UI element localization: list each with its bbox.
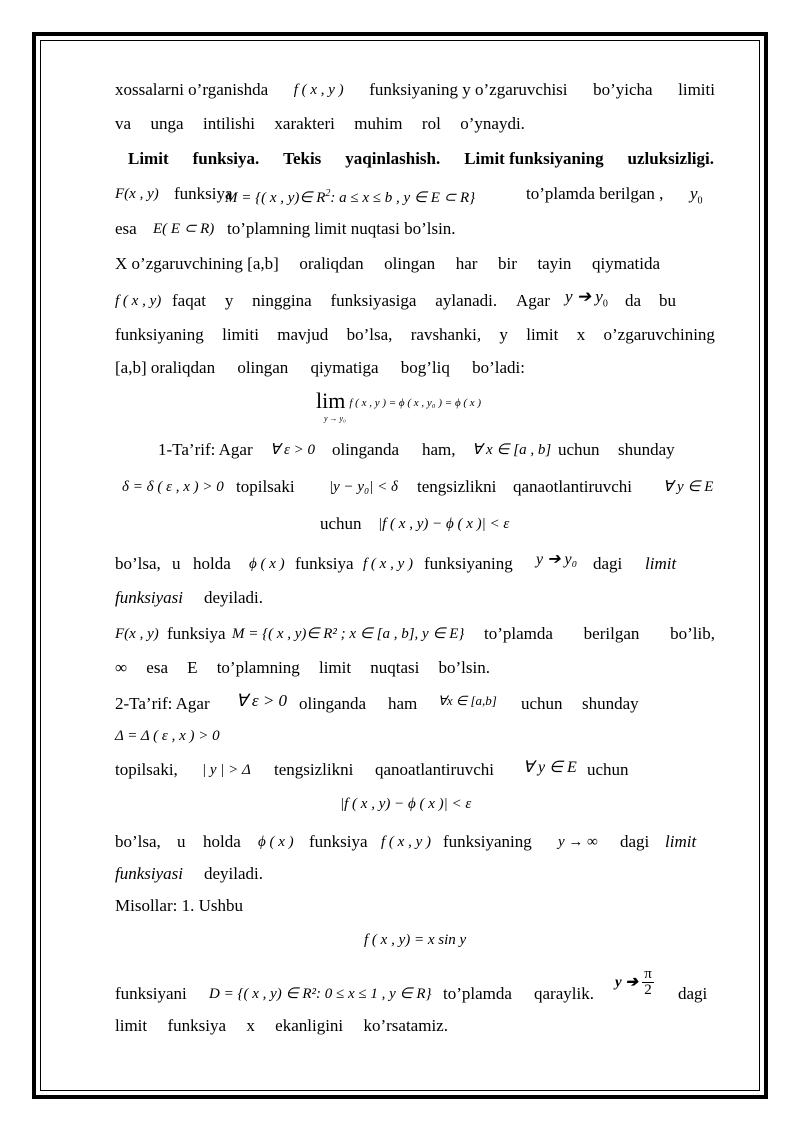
word: funksiya <box>309 832 368 851</box>
word: dagi <box>620 832 650 851</box>
word: ko’rsatamiz. <box>363 1016 448 1035</box>
word: tayin <box>537 254 572 273</box>
word: y <box>499 325 508 344</box>
word: olinganda <box>299 694 367 713</box>
math-phi: ϕ ( x ) <box>258 834 294 850</box>
word: uchun <box>521 694 563 713</box>
word: limit <box>318 658 352 677</box>
section-heading <box>128 146 714 172</box>
text-line-last-2 <box>115 1013 448 1039</box>
text-line-1 <box>115 77 715 103</box>
word: topilsaki, <box>115 760 178 779</box>
math-infinity: ∞ <box>115 658 128 677</box>
word: intilishi <box>203 114 255 133</box>
math-sub: 0 <box>602 298 608 310</box>
word: oraliqdan <box>299 254 364 273</box>
word: x <box>246 1016 255 1035</box>
text: to’plamning limit nuqtasi bo’lsin. <box>227 219 456 238</box>
math-part: M = {( x , y)∈ R <box>225 190 326 206</box>
math-example-formula: f ( x , y) = x sin y <box>364 932 467 948</box>
word: olingan <box>237 358 289 377</box>
text-line-8 <box>115 322 715 348</box>
word: uchun <box>320 514 362 533</box>
math-lim: lim <box>316 388 346 413</box>
text-line-last-1 <box>115 966 715 1007</box>
word: bir <box>497 254 517 273</box>
definition-1-line-5 <box>115 585 715 611</box>
word: holda <box>203 832 241 851</box>
word: bo’lsin. <box>438 658 490 677</box>
math-part: y ➔ <box>615 974 638 991</box>
text-line-2 <box>115 111 525 137</box>
math-f-xy: f ( x , y ) <box>381 834 431 850</box>
definition-2-line-1 <box>115 691 715 717</box>
word: funksiyani <box>115 984 187 1003</box>
word: mavjud <box>277 325 329 344</box>
heading-word: yaqinlashish. <box>345 149 441 168</box>
math-delta: δ = δ ( ε , x ) > 0 <box>122 479 224 495</box>
word: bo’lsa, <box>346 325 393 344</box>
word: funksiyasi <box>115 588 183 607</box>
word: deyiladi. <box>204 864 264 883</box>
word: to’plamda <box>443 984 512 1003</box>
word: qiymatida <box>592 254 660 273</box>
word: limit <box>645 554 677 573</box>
text-line-4 <box>115 181 715 207</box>
word: to’plamning <box>216 658 300 677</box>
math-abs-y-Delta: | y | > Δ <box>202 762 251 778</box>
word: funksiya <box>174 184 233 203</box>
word: ravshanki, <box>410 325 482 344</box>
math-set-M: M = {( x , y)∈ R² ; x ∈ [a , b], y ∈ E} <box>232 626 465 642</box>
word: o’ynaydi. <box>460 114 525 133</box>
word: limit <box>665 832 697 851</box>
math-F-xy: F(x , y) <box>115 186 159 202</box>
text-line-9 <box>115 355 525 381</box>
math-y-to-pi-half <box>615 967 654 998</box>
word: tengsizlikni <box>274 760 354 779</box>
word: qaraylik. <box>534 984 594 1003</box>
example-heading: Misollar: 1. Ushbu <box>115 896 243 915</box>
word: ekanligini <box>275 1016 344 1035</box>
word: dagi <box>678 984 708 1003</box>
word: x <box>576 325 586 344</box>
text-line-5 <box>115 216 715 242</box>
word: holda <box>193 554 231 573</box>
word: ham <box>388 694 418 713</box>
definition-1-line-2 <box>115 474 715 500</box>
word: aylanadi. <box>435 291 498 310</box>
word: [a,b] oraliqdan <box>115 358 216 377</box>
word: qanoatlantiruvchi <box>375 760 494 779</box>
text: funksiyaning y o’zgaruvchisi <box>369 80 568 99</box>
text-line-7 <box>115 288 715 314</box>
math-set-D: D = {( x , y) ∈ R²: 0 ≤ x ≤ 1 , y ∈ R} <box>209 986 432 1002</box>
math-y0 <box>690 181 703 214</box>
word: funksiyaning <box>115 325 204 344</box>
word: esa <box>115 219 137 238</box>
math-phi: ϕ ( x ) <box>249 556 285 572</box>
heading-word: Limit funksiyaning <box>464 149 604 168</box>
math-Delta: Δ = Δ ( ε , x ) > 0 <box>115 728 220 744</box>
math-f-xy: f ( x , y ) <box>363 556 413 572</box>
definition-1-line-4 <box>115 551 715 577</box>
word: ninggina <box>252 291 312 310</box>
word: limit <box>115 1016 148 1035</box>
text: 2-Ta’rif: Agar <box>115 694 210 713</box>
math-f-xy: f ( x , y ) <box>293 82 344 98</box>
definition-1-line-3 <box>115 511 715 537</box>
math-forall-x: ∀x ∈ [a,b] <box>438 693 497 708</box>
word: u <box>172 554 181 573</box>
math-forall-eps: ∀ ε > 0 <box>270 442 316 458</box>
heading-word: uzluksizligi. <box>627 149 714 168</box>
text: 1-Ta’rif: Agar <box>158 440 253 459</box>
word: berilgan <box>583 624 640 643</box>
text-line-infinity <box>115 655 490 681</box>
word: qiymatiga <box>310 358 379 377</box>
math-limit-expr: f ( x , y ) = ϕ ( x , y₀ ) = ϕ ( x ) <box>349 397 482 409</box>
math-numerator: π <box>644 966 652 982</box>
word: qanaotlantiruvchi <box>513 477 632 496</box>
word: ham, <box>422 440 456 459</box>
word: bo’ladi: <box>472 358 525 377</box>
text-line-F2 <box>115 621 715 647</box>
math-denominator: 2 <box>644 982 652 998</box>
word: to’plamda <box>484 624 553 643</box>
word: da <box>625 291 642 310</box>
word: funksiya <box>167 1016 226 1035</box>
definition-1-line-1 <box>115 437 715 463</box>
word: E <box>187 658 198 677</box>
definition-2-line-5 <box>115 829 715 855</box>
word: y <box>224 291 234 310</box>
word: bo’lsa, <box>115 554 161 573</box>
math-part: y <box>690 184 698 203</box>
word: funksiyasi <box>115 864 183 883</box>
limit-formula <box>316 388 482 423</box>
word: va <box>115 114 132 133</box>
math-forall-eps: ∀ ε > 0 <box>236 691 288 710</box>
word: olinganda <box>332 440 400 459</box>
math-sub: 0 <box>697 195 703 207</box>
word: bo’lsa, <box>115 832 161 851</box>
definition-2-line-6 <box>115 861 715 887</box>
word: u <box>177 832 186 851</box>
word: funksiya <box>295 554 354 573</box>
word: uchun <box>558 440 600 459</box>
word: unga <box>150 114 184 133</box>
word: faqat <box>172 291 206 310</box>
word: shunday <box>618 440 675 459</box>
word: rol <box>421 114 441 133</box>
math-fraction <box>642 967 654 998</box>
math-forall-x: ∀ x ∈ [a , b] <box>472 442 552 458</box>
word: funksiyasiga <box>330 291 417 310</box>
word: nuqtasi <box>370 658 420 677</box>
math-abs-f-phi: |f ( x , y) − ϕ ( x )| < ε <box>340 796 472 812</box>
math-F-xy: F(x , y) <box>115 626 159 642</box>
word: Agar <box>515 291 550 310</box>
text: xossalarni o’rganishda <box>115 80 269 99</box>
word: shunday <box>582 694 639 713</box>
word: limiti <box>222 325 259 344</box>
math-part: : a ≤ x ≤ b , y ∈ E ⊂ R} <box>330 190 476 206</box>
word: funksiyaning <box>424 554 513 573</box>
math-E: E( E ⊂ R) <box>153 221 215 237</box>
word: har <box>455 254 478 273</box>
text: limiti <box>678 80 715 99</box>
word: topilsaki <box>236 477 295 496</box>
text-line-6 <box>115 251 660 277</box>
word: olingan <box>384 254 436 273</box>
word: limit <box>526 325 559 344</box>
word: funksiyaning <box>443 832 532 851</box>
math-y-to-y0 <box>565 284 608 317</box>
math-part: y ➔ y <box>565 287 603 306</box>
word: deyiladi. <box>204 588 264 607</box>
heading-word: funksiya. <box>192 149 260 168</box>
definition-2-line-3 <box>115 757 715 783</box>
math-y-to-infinity: y → ∞ <box>558 834 598 850</box>
math-forall-y: ∀ y ∈ E <box>663 479 714 495</box>
math-set-M <box>225 181 475 211</box>
math-y-to-y0: y ➔ y₀ <box>536 551 578 568</box>
word: dagi <box>593 554 623 573</box>
word: xarakteri <box>274 114 335 133</box>
word: tengsizlikni <box>417 477 497 496</box>
word: o’zgaruvchining <box>603 325 715 344</box>
word: funksiya <box>167 624 226 643</box>
word: esa <box>146 658 168 677</box>
word: uchun <box>587 760 629 779</box>
word: bo’lib, <box>670 624 715 643</box>
math-abs-f-phi: |f ( x , y) − ϕ ( x )| < ε <box>378 516 510 532</box>
math-abs-y: |y − y₀| < δ <box>329 479 398 495</box>
word: X o’zgaruvchining [a,b] <box>115 254 279 273</box>
word: muhim <box>354 114 403 133</box>
math-sup: 2 <box>325 188 331 199</box>
math-lim-sub: y → y₀ <box>324 414 346 423</box>
word: bog’liq <box>400 358 450 377</box>
word: bu <box>659 291 676 310</box>
word: to’plamda berilgan , <box>526 184 664 203</box>
math-forall-y: ∀ y ∈ E <box>523 759 577 776</box>
heading-word: Tekis <box>283 149 322 168</box>
heading-word: Limit <box>128 149 169 168</box>
math-f-xy: f ( x , y) <box>115 293 162 309</box>
text: bo’yicha <box>593 80 653 99</box>
